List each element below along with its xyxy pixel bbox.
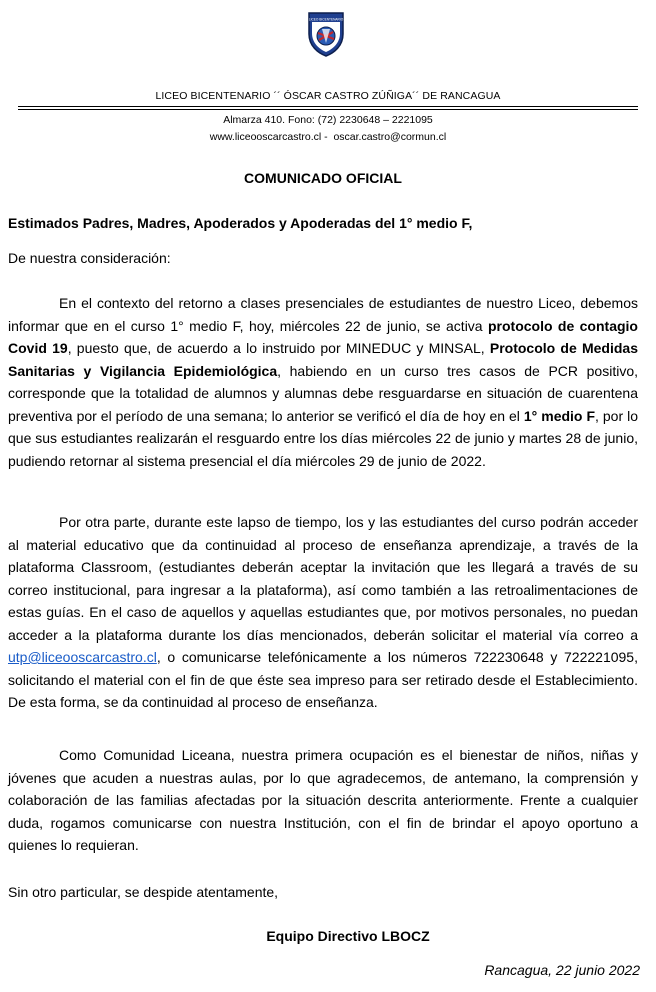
- school-crest-logo: [306, 10, 346, 58]
- logo-text: LICEO BICENTENARIO: [308, 17, 344, 22]
- greeting: Estimados Padres, Madres, Apoderados y Apoderadas del 1° medio F,: [8, 215, 473, 231]
- header-rule-top: [18, 106, 638, 107]
- document-title: COMUNICADO OFICIAL: [244, 170, 402, 186]
- header-rule-bottom: [18, 109, 638, 110]
- address-line: Almarza 410. Fono: (72) 2230648 – 2221095: [223, 114, 433, 126]
- bold-course: 1° medio F: [523, 407, 596, 424]
- web-email-separator: -: [321, 131, 334, 143]
- school-name: LICEO BICENTENARIO ´´ ÓSCAR CASTRO ZÚÑIGA´´ DE RANCAGUA: [155, 90, 501, 102]
- paragraph-1: En el contexto del retorno a clases presenciales de estudiantes de nuestro Liceo, debemos informar que en el curso 1° medio F, hoy, miércoles 22 de junio, se activa protocolo de contagio Covid 19, puesto que, de acuerdo a lo instruido por MINEDUC y MINSAL, Protocolo de Medidas Sanitarias y Vigilancia Epidemiológica, habiendo en un curso tres casos de PCR positivo, corresponde que la totalidad de alumnos y alumnas debe resguardarse en situación de cuarentena preventiva por el período de una semana; lo anterior se verificó el día de hoy en el 1° medio F, por lo que sus estudiantes realizarán el resguardo entre los días miércoles 22 de junio y martes 28 de junio, pudiendo retornar al sistema presencial el día miércoles 29 de junio de 2022.: [8, 295, 638, 469]
- bold-covid-protocol: protocolo de contagio Covid 19: [8, 317, 638, 356]
- closing-line: Sin otro particular, se despide atentamente,: [8, 884, 279, 900]
- email-link[interactable]: oscar.castro@cormun.cl: [333, 131, 447, 143]
- web-email-line: [0, 131, 656, 143]
- website-link[interactable]: www.liceooscarcastro.cl: [209, 131, 322, 143]
- paragraph-3: Como Comunidad Liceana, nuestra primera ocupación es el bienestar de niños, niñas y jóvenes que acuden a nuestras aulas, por lo que agradecemos, de antemano, la comprensión y colaboración de las familias afectadas por la situación descrita anteriormente. Frente a cualquier duda, rogamos comunicarse con nuestra Institución, con el fin de brindar el apoyo oportuno a quienes lo requieran.: [8, 747, 638, 853]
- consideration: De nuestra consideración:: [8, 250, 171, 266]
- document-date: Rancagua, 22 junio 2022: [484, 962, 640, 978]
- signature: Equipo Directivo LBOCZ: [266, 928, 430, 944]
- paragraph-2: Por otra parte, durante este lapso de tiempo, los y las estudiantes del curso podrán acceder al material educativo que da continuidad al proceso de enseñanza aprendizaje, a través de la plataforma Classroom, (estudiantes deberán aceptar la invitación que les llegará a través de su correo institucional, para ingresar a la plataforma), así como también a las retroalimentaciones de estas guías. En el caso de aquellos y aquellas estudiantes que, por motivos personales, no puedan acceder a la plataforma durante los días mencionados, deberán solicitar el material vía correo a utp@liceooscarcastro.cl, o comunicarse telefónicamente a los números 722230648 y 722221095, solicitando el material con el fin de que éste sea impreso para ser retirado desde el Establecimiento. De esta forma, se da continuidad al proceso de enseñanza.: [8, 514, 638, 710]
- bold-sanitary-protocol: Protocolo de Medidas Sanitarias y Vigilancia Epidemiológica: [8, 340, 638, 379]
- utp-email-link[interactable]: utp@liceooscarcastro.cl: [8, 649, 157, 665]
